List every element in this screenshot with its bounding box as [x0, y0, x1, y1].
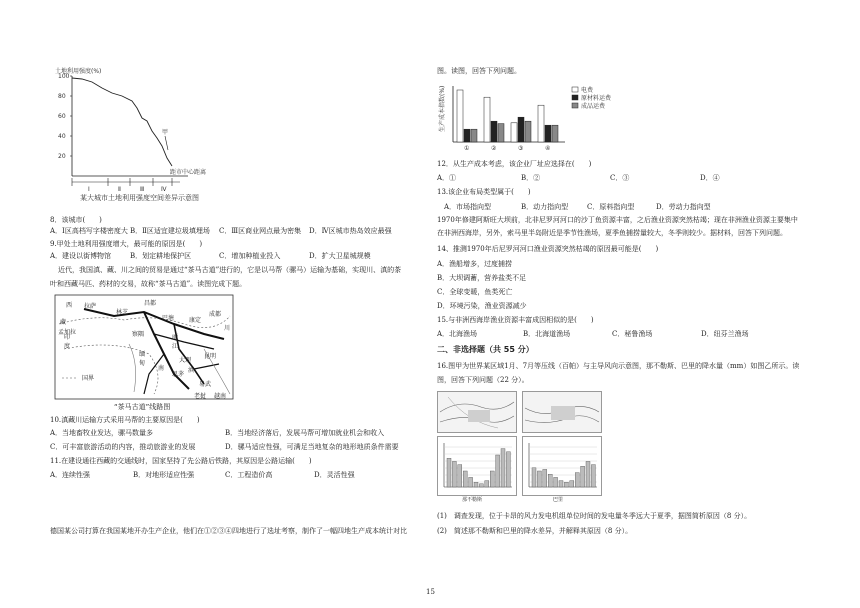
land-use-ylabel: 土地利用强度(%) — [55, 68, 102, 75]
precip-bar — [548, 474, 552, 487]
passage-company: 德国某公司打算在我国某地开办生产企业，他们在①②③④四地进行了选址考察，制作了一幅四地生产成本统计对比 — [50, 527, 407, 535]
precip-bar — [496, 455, 500, 487]
q12-option-b: B．② — [521, 174, 541, 182]
precip-bar — [575, 473, 579, 487]
q9-stem: 9.甲处土地利用强度增大，最可能的原因是( ) — [50, 240, 203, 248]
q10-stem: 10.滇藏川运输方式采用马帮的主要原因是( ) — [50, 416, 200, 424]
map-label-bangladesh: 孟加拉 — [58, 329, 77, 336]
precip-bar — [532, 468, 536, 487]
q12-option-d: D．④ — [700, 174, 720, 182]
map-label-chengdu: 成都 — [209, 311, 222, 318]
land-use-zone-label: Ⅱ — [118, 186, 121, 193]
q15-option-d: D．纽芬兰渔场 — [701, 330, 749, 338]
q12-stem: 12．从生产成本考虑，该企业厂址应选择在( ) — [437, 160, 592, 168]
q16-sub1: (1) 调查发现，位于卡昂的风力发电机组单位时间的发电量冬季远大于夏季，据图简析原因（8 分）。 — [437, 512, 752, 520]
precip-bar — [447, 458, 451, 487]
map-label-xi: 西 — [66, 302, 73, 309]
precip-bar — [501, 449, 505, 487]
map-label-du: 度 — [64, 343, 71, 350]
q16-line2: 图，回答下列问题（22 分）。 — [437, 376, 529, 384]
tea-road-map — [54, 294, 244, 412]
q9-option-d: D．扩大卫星城规模 — [309, 252, 371, 260]
q10-option-b: B．当地经济落后，发展马帮可增加就业机会和收入 — [225, 429, 385, 437]
cost-bar — [525, 121, 531, 142]
cost-bar — [518, 117, 524, 142]
q15-stem: 15.与非洲西海岸渔业资源丰富成因相似的是( ) — [437, 316, 594, 324]
map-label-batang: 巴塘 — [162, 315, 175, 322]
cost-category-label: ② — [491, 145, 497, 152]
precip-bar — [591, 465, 595, 487]
q9-option-c: C．增加种植业投入 — [219, 252, 281, 260]
cost-bar — [457, 90, 463, 142]
q8-option-c: C．Ⅲ区商业网点最为密集 — [219, 227, 302, 235]
precip-bar — [452, 461, 456, 487]
q10-option-d: D．骡马适应性强，可满足当地复杂的地形地质条件需要 — [225, 443, 399, 451]
precip-bar — [463, 471, 467, 487]
q15-option-a: A．北海渔场 — [437, 330, 478, 338]
precip-right-label: 巴里 — [553, 497, 564, 503]
cost-bar — [545, 125, 551, 142]
pressure-map-july — [522, 391, 602, 433]
cost-legend-swatch — [572, 95, 578, 100]
passage-fish-line2: 在非洲西海岸，另外，索马里半岛附近是季节性渔场，夏季鱼捕捞量较大，冬季则较少。据材料，回答下列问题。 — [437, 229, 787, 237]
section-two-heading: 二、非选择题（共 55 分） — [437, 345, 534, 354]
land-use-xlabel: 距市中心距离 — [170, 169, 207, 176]
q14-stem: 14、推测1970年后尼罗河河口渔业资源突然枯竭的原因最可能是( ) — [437, 245, 659, 253]
passage-fish-line1: 1970年修建阿斯旺大坝前，北非尼罗河河口的沙丁鱼资源丰富，之后渔业资源突然枯竭；现在非洲渔业资源主要集中 — [437, 216, 798, 224]
q8-stem: 8．该城市( ) — [50, 216, 102, 224]
map-label-kangding: 康定 — [189, 317, 202, 324]
land-use-caption: 某大城市土地利用强度空间差异示意图 — [80, 194, 199, 202]
precip-bar — [474, 482, 478, 487]
q15-option-c: C．秘鲁渔场 — [612, 330, 653, 338]
land-use-zone-label: Ⅳ — [161, 186, 167, 193]
cost-bar — [464, 129, 470, 142]
cost-bar — [552, 125, 558, 142]
map-label-linzhi: 林芝 — [116, 309, 129, 316]
precip-bar — [485, 481, 489, 487]
q15-option-b: B．北海道渔场 — [523, 330, 571, 338]
q9-option-b: B．划定耕地保护区 — [130, 252, 192, 260]
map-label-chuan: 川 — [224, 325, 231, 332]
cost-chart-figure — [437, 80, 637, 152]
cost-legend-label: 电费 — [581, 87, 594, 94]
tea-road-map-caption: “茶马古道”线路图 — [114, 403, 171, 411]
q10-option-c: C．可丰富旅游活动的内容，推动旅游业的发展 — [50, 443, 196, 451]
precip-bar — [586, 461, 590, 487]
q11-option-a: A．连续性强 — [50, 471, 91, 479]
cost-bar — [538, 105, 544, 142]
cost-category-label: ④ — [545, 145, 551, 152]
precip-chart-left — [437, 436, 517, 496]
map-label-nan: 南 — [158, 365, 165, 372]
precip-bar — [479, 484, 483, 487]
q11-option-b: B．对地形适应性强 — [133, 471, 195, 479]
q8-option-b: B．Ⅱ区适宜建垃圾填埋场 — [130, 227, 210, 235]
precip-bar — [537, 471, 541, 487]
cost-category-label: ① — [464, 145, 470, 152]
cost-bar — [484, 97, 490, 142]
land-use-zone-label: Ⅰ — [88, 186, 90, 193]
cost-legend-swatch — [572, 103, 578, 108]
land-use-curve — [72, 78, 172, 166]
land-use-ytick: 60 — [58, 113, 66, 120]
right-intro: 图。读图，回答下列问题。 — [437, 67, 521, 75]
precip-chart-right — [522, 436, 602, 496]
land-use-chart — [50, 64, 250, 214]
map-label-yiwu: 易武 — [199, 381, 212, 388]
q14-option-b: B．大坝调蓄，营养盐类不足 — [437, 274, 527, 282]
cost-bar — [471, 129, 477, 142]
q16-sub2: (2) 简述那不勒斯和巴里的降水差异，并解释其原因（8 分）。 — [437, 527, 633, 535]
land-use-ytick: 40 — [58, 133, 66, 140]
map-label-kunming: 昆明 — [204, 353, 217, 360]
q12-option-a: A．① — [437, 174, 457, 182]
precip-bar — [543, 469, 547, 487]
q8-option-a: A．Ⅰ区高档写字楼密度大 — [50, 227, 128, 235]
cost-bar — [491, 121, 497, 142]
cost-bar — [511, 123, 517, 142]
cost-legend-label: 成品运费 — [581, 103, 606, 110]
q14-option-c: C．全球变暖，鱼类死亡 — [437, 288, 513, 296]
q12-option-c: C．③ — [610, 174, 630, 182]
cost-legend-label: 原材料运费 — [581, 95, 612, 102]
precip-bar — [506, 452, 510, 487]
cost-bar — [498, 124, 504, 142]
map-label-simao: 思茅 — [172, 371, 185, 378]
precip-left-label: 那不勒斯 — [462, 497, 483, 503]
q14-option-a: A．渔船增多，过度捕捞 — [437, 260, 513, 268]
land-use-ytick: 100 — [58, 73, 70, 80]
q13-stem: 13.该企业布局类型属于( ) — [437, 188, 531, 196]
map-label-li: 丽 — [172, 334, 179, 341]
map-label-laowo: 老挝 — [194, 393, 207, 400]
q8-option-d: D．Ⅳ区城市热岛效应最强 — [309, 227, 392, 235]
precip-bar — [570, 481, 574, 487]
map-label-mian: 缅 — [139, 351, 146, 358]
map-legend-border: 国界 — [82, 375, 95, 382]
map-label-yin: 印 — [64, 334, 71, 341]
map-label-dali: 大理 — [179, 357, 192, 364]
map-label-yuenan: 越南 — [214, 393, 227, 400]
precip-bar — [554, 477, 558, 487]
map-label-chayu: 察隅 — [132, 331, 145, 338]
q13-option-b: B．动力指向型 — [521, 203, 569, 211]
map-label-changdu: 昌都 — [144, 300, 157, 307]
q9-option-a: A．建设以街博物馆 — [50, 252, 112, 260]
land-use-marker-label: 甲 — [162, 129, 169, 136]
q11-stem: 11.在建设通往西藏的交通线时，国家坚持了先公路后铁路，其原因是公路运输( ) — [50, 457, 312, 465]
precip-bar — [581, 466, 585, 487]
cost-category-label: ③ — [518, 145, 524, 152]
tea-road-map-svg — [54, 294, 244, 412]
precip-bar — [559, 481, 563, 487]
map-label-dian2: 滇 — [188, 367, 195, 374]
map-label-lasa: 拉萨 — [84, 303, 97, 310]
q13-option-d: D．劳动力指向型 — [656, 203, 711, 211]
land-use-figure — [50, 64, 250, 214]
map-label-zang: 藏 — [60, 319, 67, 326]
q13-option-a: A．市场指向型 — [444, 203, 492, 211]
cost-chart — [437, 80, 637, 152]
land-use-ytick: 80 — [58, 93, 66, 100]
q14-option-d: D．环境污染，渔业资源减少 — [437, 302, 527, 310]
passage-tea-line1: 近代，我国滇、藏、川之间的贸易是通过“茶马古道”进行的，它是以马帮（骡马）运输为基础，实现川、滇的茶 — [58, 266, 402, 274]
q11-option-d: D．灵活性强 — [314, 471, 355, 479]
land-use-ytick: 20 — [58, 153, 66, 160]
precip-bar — [458, 465, 462, 487]
land-use-zone-label: Ⅲ — [140, 186, 145, 193]
q11-option-c: C．工程造价高 — [225, 471, 273, 479]
pressure-map-january — [437, 391, 517, 433]
q16-line1: 16.图甲为世界某区域1月、7月等压线（百帕）与主导风向示意图，那不勒斯、巴里的降水量（mm）如图乙所示。读 — [437, 362, 800, 370]
cost-chart-ylabel: 生产成本指数(%) — [439, 85, 446, 132]
q10-option-a: A．当地畜牧业发达，骡马数量多 — [50, 429, 154, 437]
q13-option-c: C．原料指向型 — [587, 203, 635, 211]
cost-legend-swatch — [572, 87, 578, 92]
map-label-jiang: 江 — [172, 343, 179, 350]
passage-tea-line2: 叶和西藏马匹、药材的交易，故称“茶马古道”。读图完成下题。 — [50, 280, 247, 288]
precip-bar — [564, 482, 568, 487]
precip-bar — [469, 477, 473, 487]
precip-bar — [490, 471, 494, 487]
map-label-dian: 甸 — [139, 360, 146, 367]
page-number: 15 — [426, 588, 435, 596]
